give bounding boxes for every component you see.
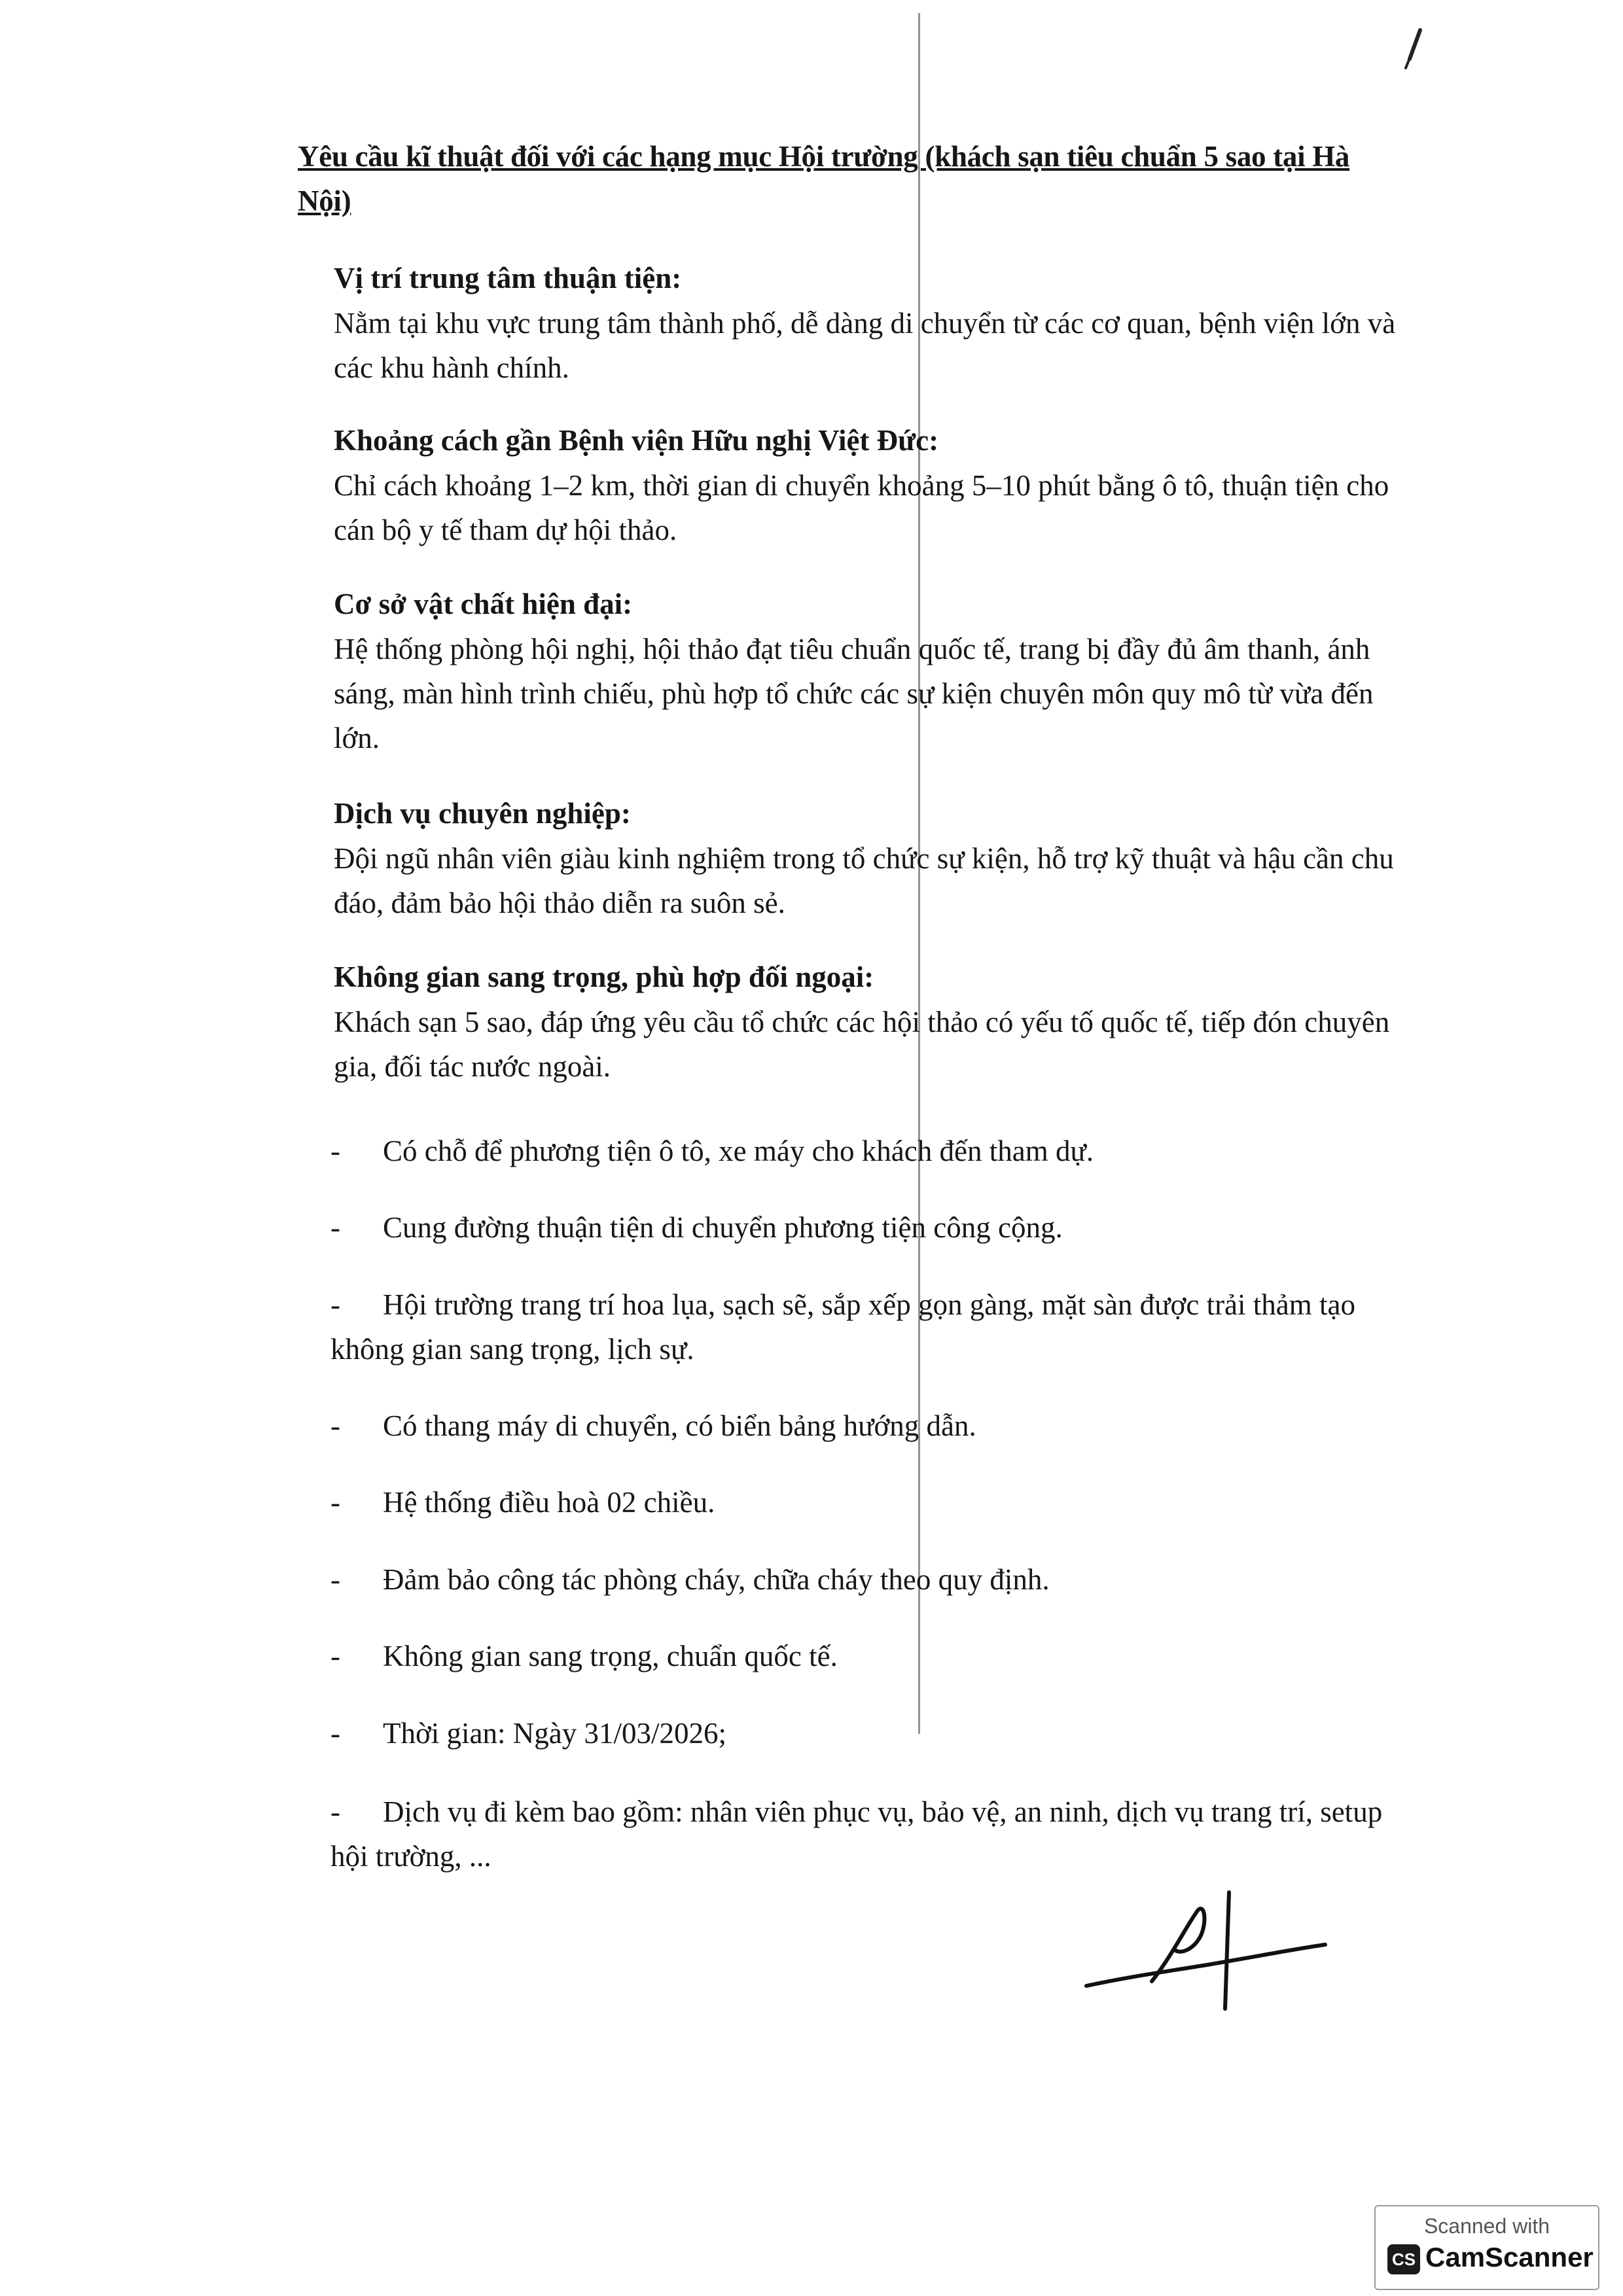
list-item-text: Cung đường thuận tiện di chuyển phương tiện công cộng. bbox=[383, 1211, 1063, 1244]
section-heading: Dịch vụ chuyên nghiệp: bbox=[334, 797, 631, 830]
list-item bbox=[330, 1634, 1404, 1678]
list-item bbox=[330, 1205, 1404, 1250]
badge-caption: Scanned with bbox=[1423, 2214, 1550, 2238]
pen-mark-icon bbox=[1400, 26, 1427, 72]
section-body: Khách sạn 5 sao, đáp ứng yêu cầu tổ chức các hội thảo có yếu tố quốc tế, tiếp đón chuyên gia, đối tác nước ngoài. bbox=[334, 1006, 1390, 1083]
section-heading: Không gian sang trọng, phù hợp đối ngoại: bbox=[334, 961, 874, 993]
list-item bbox=[330, 1282, 1404, 1371]
section-heading: Vị trí trung tâm thuận tiện: bbox=[334, 262, 682, 294]
list-item bbox=[330, 1790, 1404, 1879]
scan-margin bbox=[1505, 0, 1623, 2296]
list-item bbox=[330, 1711, 1404, 1756]
list-item-text: Đảm bảo công tác phòng cháy, chữa cháy theo quy định. bbox=[383, 1563, 1050, 1596]
badge-brand-name: CamScanner bbox=[1425, 2242, 1594, 2272]
bullet-marker: - bbox=[330, 1135, 340, 1167]
list-item bbox=[330, 1480, 1404, 1525]
list-item bbox=[330, 1404, 1404, 1448]
bullet-marker: - bbox=[330, 1486, 340, 1519]
bullet-marker: - bbox=[330, 1409, 340, 1442]
section-body: Chỉ cách khoảng 1–2 km, thời gian di chuyển khoảng 5–10 phút bằng ô tô, thuận tiện cho cán bộ y tế tham dự hội thảo. bbox=[334, 469, 1389, 546]
bullet-marker: - bbox=[330, 1640, 340, 1672]
list-item bbox=[330, 1557, 1404, 1602]
section-body: Đội ngũ nhân viên giàu kinh nghiệm trong tổ chức sự kiện, hỗ trợ kỹ thuật và hậu cần chu đáo, đảm bảo hội thảo diễn ra suôn sẻ. bbox=[334, 842, 1394, 919]
section-body: Nằm tại khu vực trung tâm thành phố, dễ dàng di chuyển từ các cơ quan, bệnh viện lớn và các khu hành chính. bbox=[334, 307, 1396, 384]
list-item bbox=[330, 1129, 1404, 1173]
section-body: Hệ thống phòng hội nghị, hội thảo đạt tiêu chuẩn quốc tế, trang bị đầy đủ âm thanh, ánh sáng, màn hình trình chiếu, phù hợp tổ chức các sự kiện chuyên môn quy mô từ vừa đến lớn. bbox=[334, 633, 1374, 754]
list-item-text: Thời gian: Ngày 31/03/2026; bbox=[383, 1717, 726, 1750]
section-heading: Cơ sở vật chất hiện đại: bbox=[334, 588, 633, 620]
list-item-text: Không gian sang trọng, chuẩn quốc tế. bbox=[383, 1640, 838, 1672]
bullet-marker: - bbox=[330, 1288, 340, 1321]
list-item-text: Dịch vụ đi kèm bao gồm: nhân viên phục vụ, bảo vệ, an ninh, dịch vụ trang trí, setup hội trường, ... bbox=[330, 1795, 1383, 1873]
camscanner-logo-icon: CS bbox=[1387, 2244, 1420, 2274]
bullet-marker: - bbox=[330, 1563, 340, 1596]
list-item-text: Hội trường trang trí hoa lụa, sạch sẽ, sắp xếp gọn gàng, mặt sàn được trải thảm tạo không gian sang trọng, lịch sự. bbox=[330, 1288, 1355, 1366]
bullet-marker: - bbox=[330, 1211, 340, 1244]
document-title: Yêu cầu kĩ thuật đối với các hạng mục Hội trường (khách sạn tiêu chuẩn 5 sao tại Hà Nội) bbox=[298, 140, 1350, 217]
list-item-text: Hệ thống điều hoà 02 chiều. bbox=[383, 1486, 715, 1519]
handwritten-signature bbox=[1073, 1884, 1335, 2015]
scanner-badge bbox=[1374, 2205, 1599, 2290]
bullet-marker: - bbox=[330, 1795, 340, 1828]
section-heading: Khoảng cách gần Bệnh viện Hữu nghị Việt Đức: bbox=[334, 424, 939, 457]
bullet-marker: - bbox=[330, 1717, 340, 1750]
list-item-text: Có thang máy di chuyển, có biển bảng hướng dẫn. bbox=[383, 1409, 976, 1442]
list-item-text: Có chỗ để phương tiện ô tô, xe máy cho khách đến tham dự. bbox=[383, 1135, 1094, 1167]
